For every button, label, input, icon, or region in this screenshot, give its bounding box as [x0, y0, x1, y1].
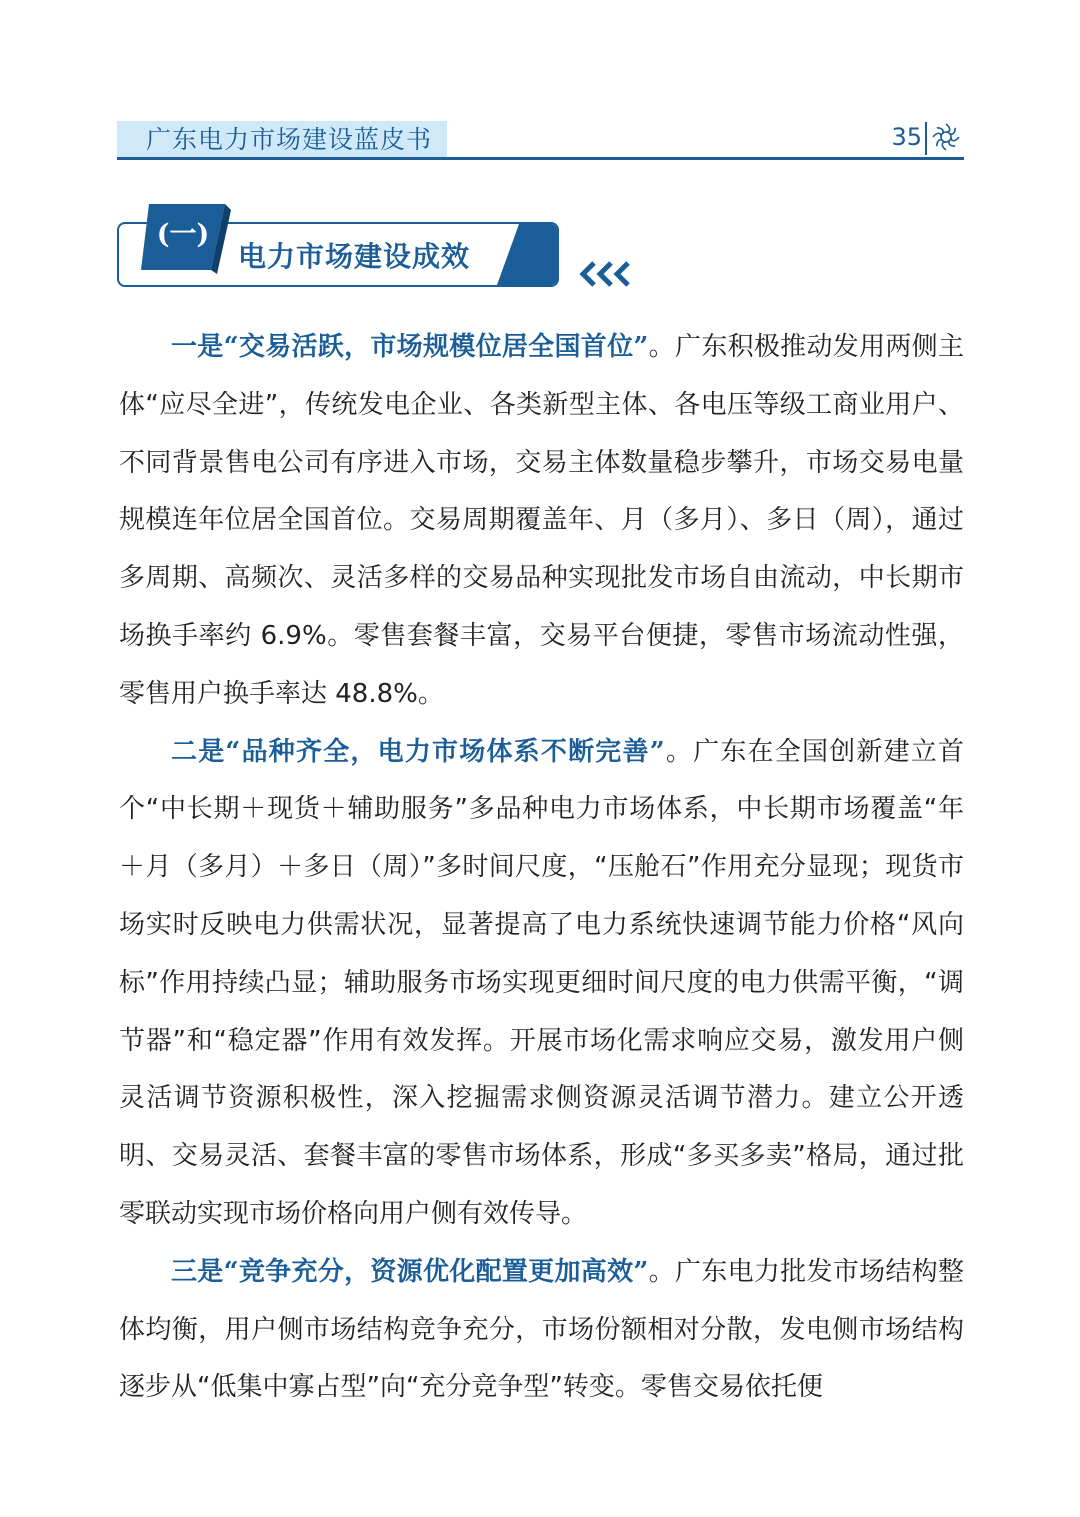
- header-separator: [925, 122, 927, 155]
- section-heading-accent: [497, 224, 557, 285]
- paragraph-1-lead: 一是“交易活跃，市场规模位居全国首位”: [171, 332, 649, 362]
- paragraph-2-text: 。广东在全国创新建立首个“中长期＋现货＋辅助服务”多品种电力市场体系，中长期市场覆盖“年＋月（多月）＋多日（周）”多时间尺度，“压舱石”作用充分显现；现货市场实时反映电力供需状况，显著提高了电力系统快速调节能力价格“风向标”作用持续凸显；辅助服务市场实现更细时间尺度的电力供需平衡，“调节器”和“稳定器”作用有效发挥。开展市场化需求响应交易，激发用户侧灵活调节资源积极性，深入挖掘需求侧资源灵活调节潜力。建立公开透明、交易灵活、套餐丰富的零售市场体系，形成“多买多卖”格局，通过批零联动实现市场价格向用户侧有效传导。: [119, 736, 964, 1229]
- paragraph-3: [119, 1244, 964, 1417]
- paragraph-1-text: 。广东积极推动发用两侧主体“应尽全进”，传统发电企业、各类新型主体、各电压等级工商业用户、不同背景售电公司有序进入市场，交易主体数量稳步攀升，市场交易电量规模连年位居全国首位。交易周期覆盖年、月（多月）、多日（周），通过多周期、高频次、灵活多样的交易品种实现批发市场自由流动，中长期市场换手率约 6.9%。零售套餐丰富，交易平台便捷，零售市场流动性强，零售用户换手率达 48.8%。: [119, 332, 964, 709]
- paragraph-3-text: 。广东电力批发市场结构整体均衡，用户侧市场结构竞争充分，市场份额相对分散，发电侧市场结构逐步从“低集中寡占型”向“充分竞争型”转变。零售交易依托便: [119, 1256, 964, 1403]
- paragraph-1: [119, 319, 964, 724]
- paragraph-3-lead: 三是“竞争充分，资源优化配置更加高效”: [171, 1256, 649, 1287]
- header-rule: [117, 157, 964, 160]
- page-number: 35: [891, 123, 922, 151]
- section-title: 电力市场建设成效: [238, 240, 471, 273]
- book-title: 广东电力市场建设蓝皮书: [146, 125, 433, 154]
- section-number: (一): [156, 219, 210, 250]
- body-text: [119, 319, 964, 1417]
- paragraph-2-lead: 二是“品种齐全，电力市场体系不断完善”: [171, 736, 665, 767]
- triple-chevron-left-icon: [578, 259, 634, 289]
- paragraph-2: [119, 724, 964, 1244]
- swirl-logo-icon: [929, 120, 963, 154]
